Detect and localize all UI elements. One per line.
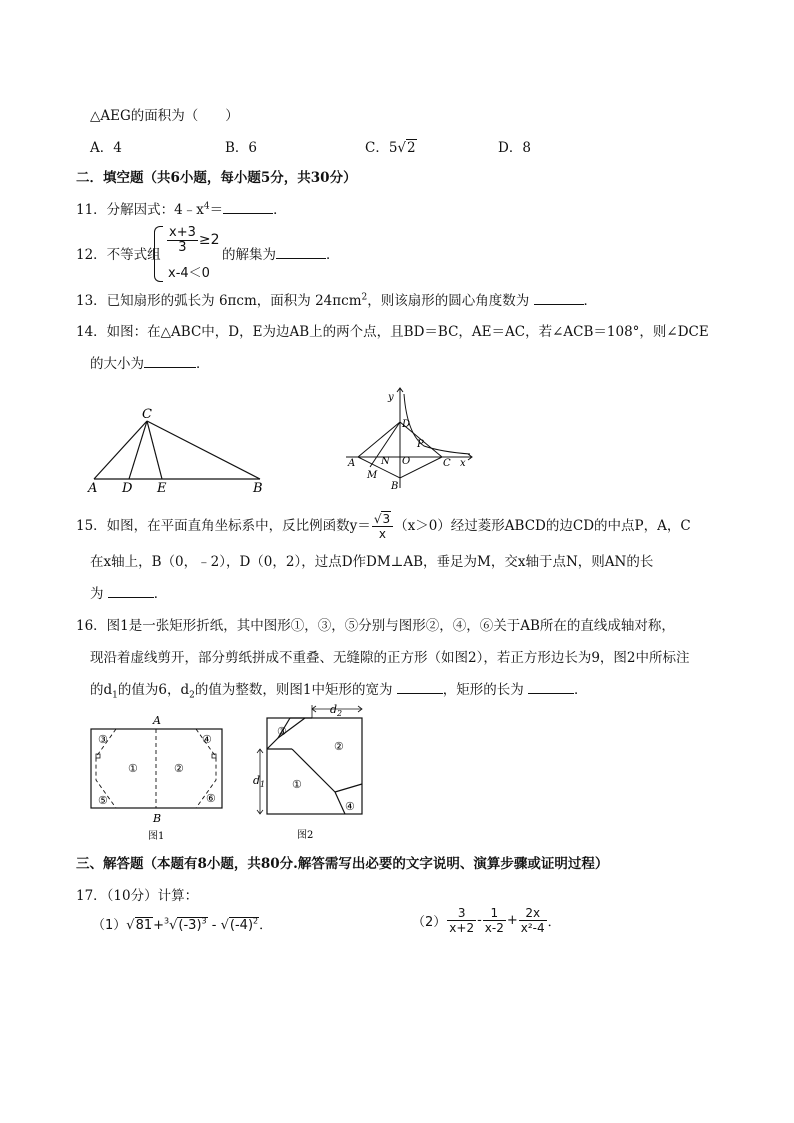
caption-fig1: 图1 bbox=[148, 831, 165, 842]
label-d: D bbox=[122, 481, 133, 494]
label-m: M bbox=[367, 470, 378, 481]
label-d: D bbox=[402, 419, 411, 430]
q12-answer-blank[interactable] bbox=[276, 246, 326, 259]
q12-tail: 的解集为 ． bbox=[222, 247, 340, 263]
label-c: C bbox=[142, 407, 152, 422]
q13-answer-blank[interactable] bbox=[534, 292, 584, 305]
q17-part2: （2） $\frac{3}{x+2}$ - $\frac{1}{x-2}$ + $\frac{2x}{\text{x²-4}}$ ． bbox=[412, 906, 561, 935]
label-a: A bbox=[348, 458, 356, 469]
segment-ac bbox=[94, 421, 147, 479]
square-figure-2 bbox=[250, 700, 375, 845]
piece-1: ① bbox=[128, 762, 138, 775]
q12-label: 12．不等式组 bbox=[76, 247, 161, 263]
q15-line3: 为 ． bbox=[90, 586, 168, 602]
label-b: B bbox=[391, 481, 399, 492]
q10-option-a[interactable]: A．4 bbox=[90, 140, 122, 156]
label-d2: $d_2$ bbox=[330, 703, 343, 718]
piece-6: ⑥ bbox=[206, 792, 216, 805]
segment-bc bbox=[147, 421, 260, 479]
label-y: y bbox=[388, 392, 394, 403]
piece-4: ④ bbox=[345, 800, 355, 813]
q11: 11．分解因式：$4﹣x^4=$ ． bbox=[76, 201, 287, 218]
piece-1: ① bbox=[292, 778, 302, 791]
caption-fig2: 图2 bbox=[297, 830, 314, 841]
q14-line2: 的大小为 ． bbox=[90, 356, 210, 372]
q16-line2: 现沿着虚线剪开，部分剪纸拼成不重叠、无缝隙的正方形（如图2），若正方形边长为9，图2中所标注 bbox=[90, 650, 690, 666]
label-c: C bbox=[443, 458, 451, 469]
label-b: B bbox=[253, 481, 263, 494]
q12-ineq1: $\frac{x+3}{3}$ ≥2 bbox=[169, 225, 220, 255]
cut-4 bbox=[335, 792, 345, 814]
q16-length-blank[interactable] bbox=[528, 681, 574, 694]
piece-5: ⑤ bbox=[98, 794, 108, 807]
section2-title: 二．填空题（共6小题，每小题5分，共30分） bbox=[76, 170, 357, 186]
label-n: N bbox=[381, 456, 390, 467]
label-a: A bbox=[153, 714, 161, 727]
rectangle-figure-1 bbox=[86, 712, 236, 844]
section3-title: 三、解答题（本题有8小题，共80分.解答需写出必要的文字说明、演算步骤或证明过程） bbox=[76, 856, 609, 872]
q12-brace bbox=[154, 226, 163, 282]
q16-width-blank[interactable] bbox=[397, 681, 443, 694]
label-d1: $d_1$ bbox=[253, 774, 266, 789]
q12-ineq2: x-4＜0 bbox=[168, 266, 210, 281]
piece-3: ③ bbox=[277, 725, 287, 738]
q15-line2: 在x轴上，B（0，﹣2），D（0，2），过点D作DM⊥AB，垂足为M，交x轴于点N，则AN的长 bbox=[90, 554, 654, 570]
piece-2: ② bbox=[174, 762, 184, 775]
piece-3: ③ bbox=[98, 733, 108, 746]
triangle-figure bbox=[82, 402, 272, 494]
q10-stem: △AEG的面积为（ ） bbox=[90, 108, 239, 124]
q10-option-c[interactable]: C．5√2 bbox=[365, 140, 416, 156]
hyperbola-curve bbox=[404, 394, 470, 454]
label-b: B bbox=[153, 812, 162, 825]
q11-answer-blank[interactable] bbox=[223, 201, 273, 214]
q13: 13．已知扇形的弧长为 6πcm，面积为 24πcm$^2$，则该扇形的圆心角度数为 ． bbox=[76, 292, 598, 309]
q15-answer-blank[interactable] bbox=[108, 585, 154, 598]
q16-line1: 16．图1是一张矩形折纸，其中图形①，③，⑤分别与图形②，④，⑥关于AB所在的直线成轴对称， bbox=[76, 618, 675, 634]
segment-cd bbox=[129, 421, 147, 479]
label-p: P bbox=[417, 439, 424, 450]
q17-part1: $(1)√81+^3√(-3)^3 - √(-4)^2$． bbox=[92, 916, 273, 933]
q17-title: 17．（10分）计算： bbox=[76, 888, 199, 904]
q15-line1: 15．如图，在平面直角坐标系中，反比例函数y＝ $\frac{√3}{x}$ （x＞0）经过菱形ABCD的边CD的中点P，A，C bbox=[76, 512, 691, 541]
q14-line1: 14．如图：在△ABC中，D，E为边AB上的两个点，且BD＝BC，AE＝AC，若∠ACB＝108°，则∠DCE bbox=[76, 324, 709, 340]
q14-answer-blank[interactable] bbox=[144, 355, 196, 368]
label-x: x bbox=[460, 458, 466, 469]
cut-4-top bbox=[335, 784, 362, 792]
label-e: E bbox=[157, 481, 167, 494]
rhombus-coordinate-figure bbox=[342, 384, 477, 494]
label-a: A bbox=[88, 481, 98, 494]
q10-option-b[interactable]: B．6 bbox=[225, 140, 258, 156]
segment-ce bbox=[147, 421, 162, 479]
q10-option-d[interactable]: D．8 bbox=[498, 140, 531, 156]
label-o: O bbox=[402, 456, 411, 467]
q16-line3: 的$d_1$的值为6，$d_2$的值为整数，则图1中矩形的宽为 ，矩形的长为 ． bbox=[90, 682, 588, 701]
piece-4: ④ bbox=[202, 733, 212, 746]
piece-2: ② bbox=[334, 740, 344, 753]
